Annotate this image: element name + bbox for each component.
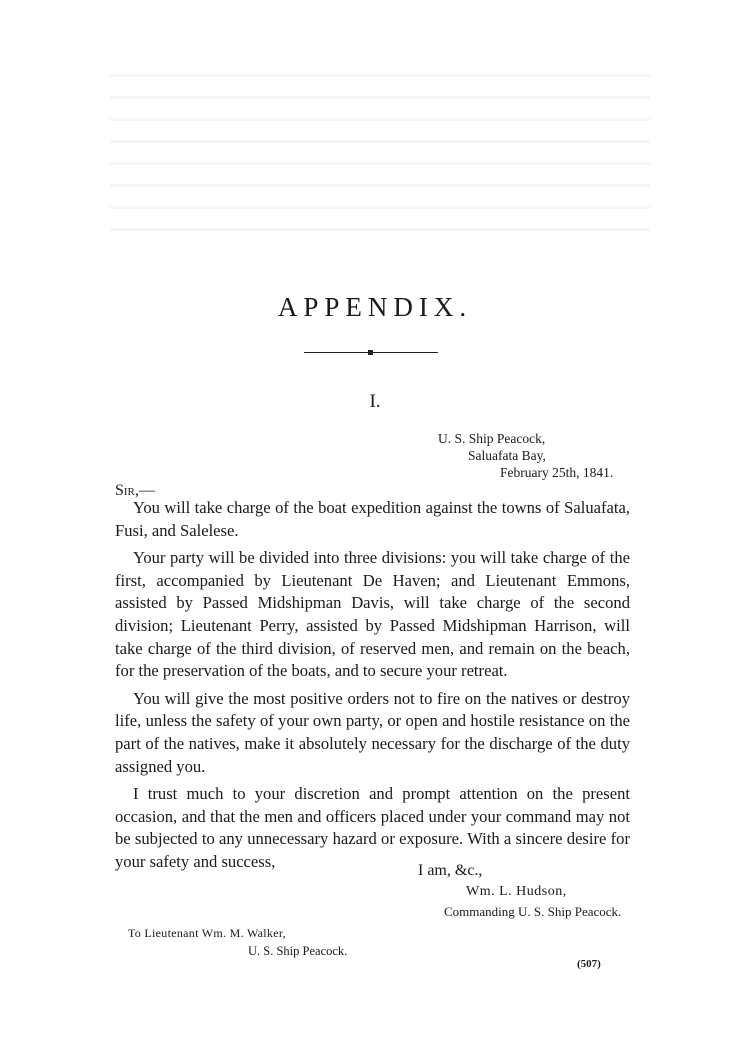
paragraph: You will give the most positive orders not to fire on the natives or destroy life, unless the safety of your own party, or open and hostile resistance on the part of the natives, make it absolutely necessary for the discharge of the duty assigned you. xyxy=(115,688,630,776)
paragraph: I trust much to your discretion and prompt attention on the present occasion, and that the men and officers placed under your command may not be subjected to any unnecessary hazard or exposure. With a sincere desire for your safety and success, xyxy=(115,784,630,871)
appendix-heading: APPENDIX. xyxy=(277,292,473,322)
bleed-through-text xyxy=(110,60,650,240)
address-bay: Saluafata Bay, xyxy=(468,448,546,463)
page-number: (507) xyxy=(577,958,601,970)
closing: I am, &c., xyxy=(418,862,483,879)
paragraph: You will take charge of the boat expedition against the towns of Saluafata, Fusi, and Salelese. xyxy=(115,498,630,540)
address-ship: U. S. Ship Peacock, xyxy=(438,431,546,446)
salutation-text: Sir,— xyxy=(115,482,155,499)
recipient-ship: U. S. Ship Peacock. xyxy=(248,944,348,958)
paragraph: Your party will be divided into three divisions: you will take charge of the first, accompanied by Lieutenant De Haven; and Lieutenant Emmons, assisted by Passed Midshipman Davis, will take charge of the second division; Lieutenant Perry, assisted by Passed Midshipman Harrison, will take charge of the third division, of reserved men, and remain on the beach, for the preservation of the boats, and to secure your retreat. xyxy=(115,548,630,681)
signature: Wm. L. Hudson, xyxy=(466,884,567,899)
address-date: February 25th, 1841. xyxy=(500,465,614,480)
section-number: I. xyxy=(369,391,381,412)
heading-rule-ornament xyxy=(368,350,373,355)
recipient-name: To Lieutenant Wm. M. Walker, xyxy=(128,926,286,940)
letter-body xyxy=(115,497,630,879)
signature-title: Commanding U. S. Ship Peacock. xyxy=(444,904,622,919)
